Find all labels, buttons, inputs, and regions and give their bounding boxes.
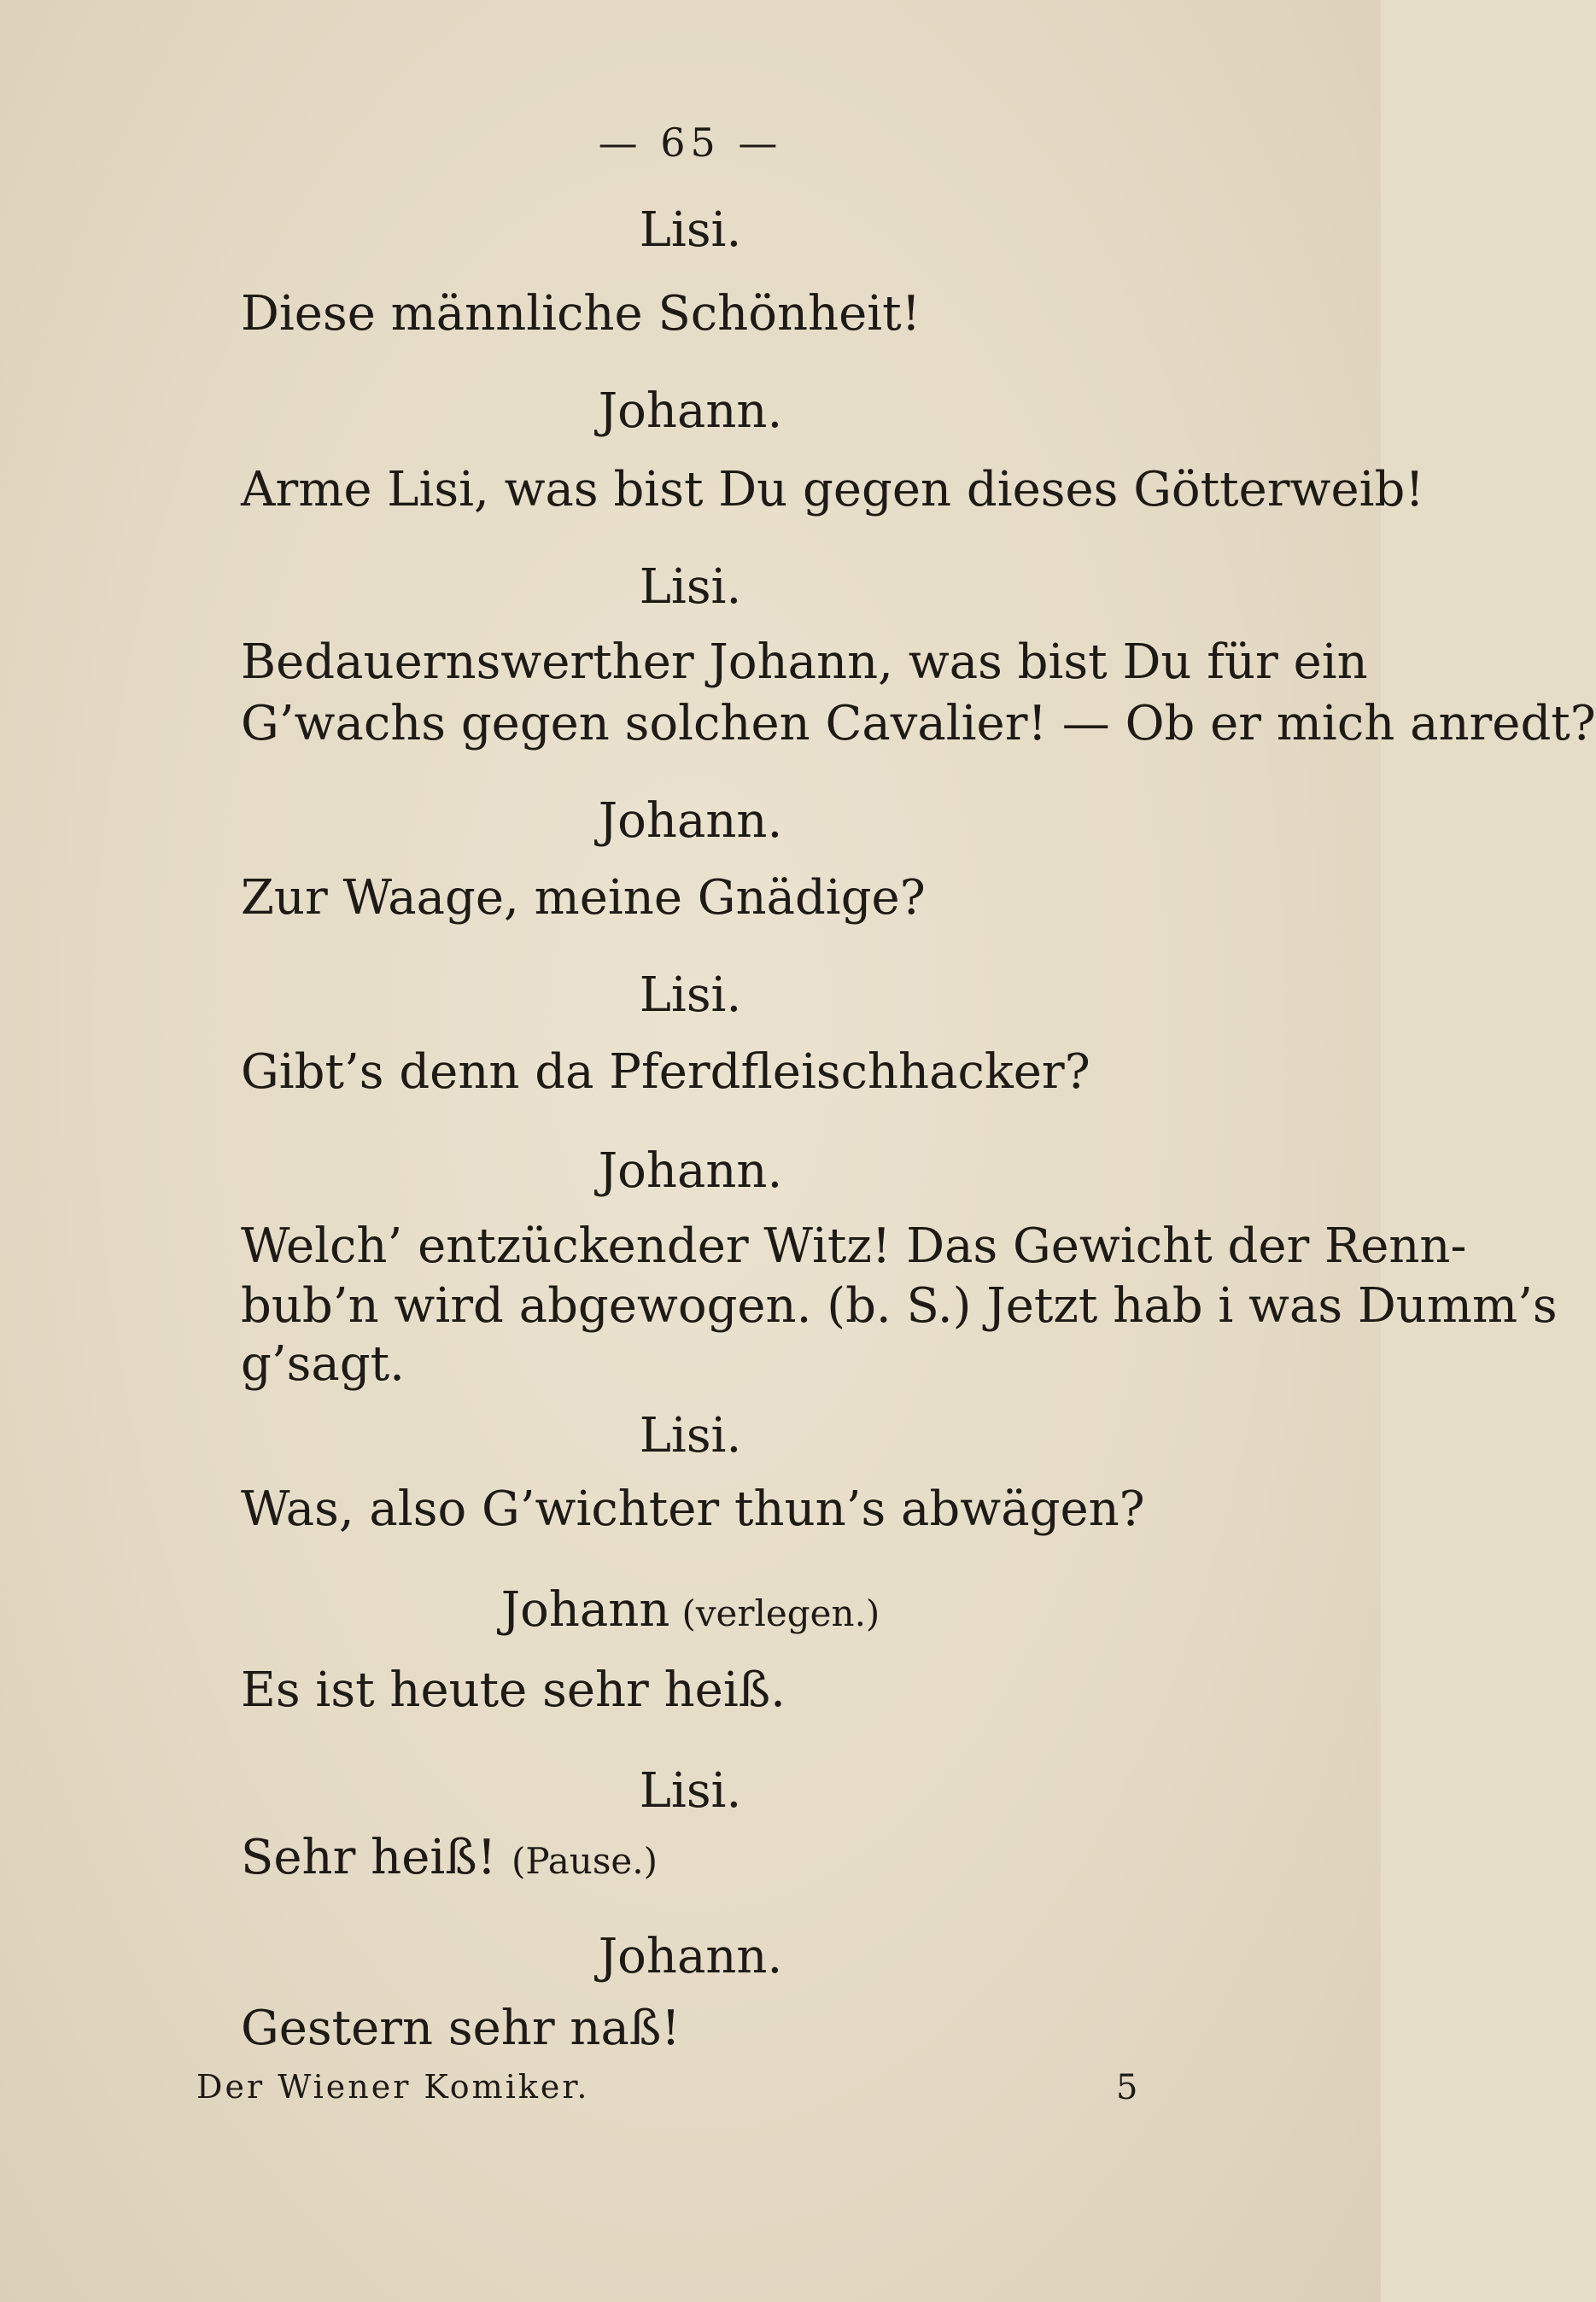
speaker-name: Johann. xyxy=(598,1929,783,1984)
dialogue-line: g’sagt. xyxy=(241,1336,405,1392)
speaker-name: Johann. xyxy=(598,793,783,849)
stage-direction: (Pause.) xyxy=(511,1840,658,1882)
dialogue-line: bub’n wird abgewogen. (b. S.) Jetzt hab i was Dumm’s xyxy=(241,1278,1558,1334)
speaker-name: Lisi. xyxy=(639,202,742,258)
speaker-name: Lisi. xyxy=(639,1408,742,1464)
footer-signature-number: 5 xyxy=(1116,2068,1138,2107)
dialogue-line: Es ist heute sehr heiß. xyxy=(241,1662,786,1718)
page-number-header: — 65 — xyxy=(598,120,783,166)
dialogue-line: Gestern sehr naß! xyxy=(241,2001,681,2056)
dialogue-line: Bedauernswerther Johann, was bist Du für ein xyxy=(241,634,1368,690)
dialogue-line: G’wachs gegen solchen Cavalier! — Ob er mich anredt? xyxy=(241,696,1596,751)
speaker-line xyxy=(0,1582,1381,1639)
footer-book-title: Der Wiener Komiker. xyxy=(196,2068,590,2106)
speaker-name: Lisi. xyxy=(639,1763,742,1819)
dialogue-text: Sehr heiß! xyxy=(241,1830,497,1885)
stage-direction: (verlegen.) xyxy=(681,1592,880,1634)
dialogue-line: Was, also G’wichter thun’s abwägen? xyxy=(241,1481,1145,1537)
speaker-name: Johann. xyxy=(598,1143,783,1199)
dialogue-line-with-direction xyxy=(241,1832,1248,1887)
dialogue-line: Gibt’s denn da Pferdfleischhacker? xyxy=(241,1044,1090,1100)
dialogue-line: Zur Waage, meine Gnädige? xyxy=(241,870,926,926)
speaker-name: Lisi. xyxy=(639,967,742,1023)
dialogue-line: Welch’ entzückender Witz! Das Gewicht der Renn- xyxy=(241,1218,1467,1274)
speaker-name: Johann xyxy=(500,1582,670,1638)
speaker-name: Lisi. xyxy=(639,559,742,615)
dialogue-line: Arme Lisi, was bist Du gegen dieses Götterweib! xyxy=(241,462,1424,517)
dialogue-line: Diese männliche Schönheit! xyxy=(241,286,921,342)
speaker-name: Johann. xyxy=(598,383,783,439)
